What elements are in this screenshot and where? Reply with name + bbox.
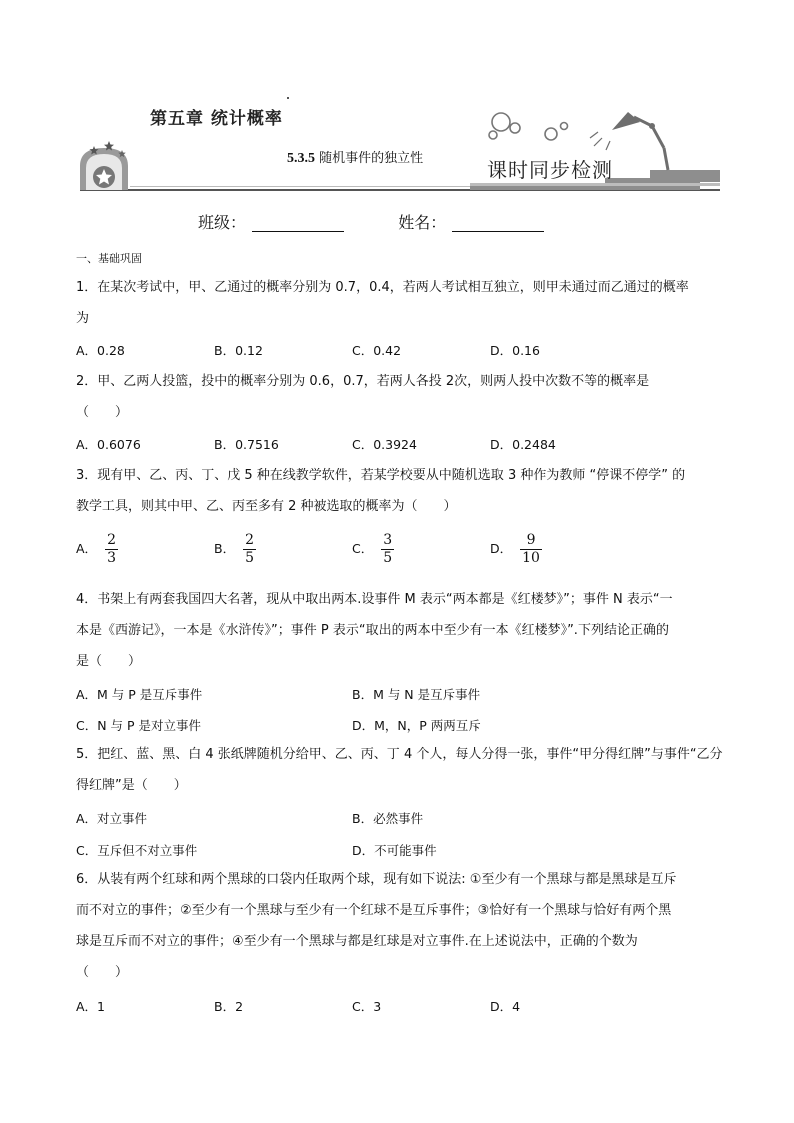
question-text: 1．在某次考试中，甲、乙通过的概率分别为 0.7，0.4，若两人考试相互独立，则甲未通过而乙通过的概率 bbox=[76, 280, 689, 295]
bubbles-icon bbox=[489, 113, 568, 140]
student-info-fields bbox=[198, 210, 544, 233]
option-label: B． bbox=[214, 541, 236, 556]
option-a[interactable] bbox=[76, 532, 118, 567]
option-label: C． bbox=[352, 541, 374, 556]
option-b[interactable]: B．2 bbox=[214, 999, 244, 1014]
option-c[interactable]: C．3 bbox=[352, 999, 382, 1014]
option-a[interactable]: A．0.6076 bbox=[76, 437, 141, 452]
class-label: 班级： bbox=[198, 213, 247, 232]
option-c[interactable]: C．0.3924 bbox=[352, 437, 417, 452]
option-c[interactable] bbox=[352, 532, 394, 567]
question-text: 得红牌”是（ ） bbox=[76, 778, 187, 793]
option-d[interactable]: D．0.16 bbox=[490, 343, 540, 358]
section-name: 随机事件的独立性 bbox=[319, 151, 424, 166]
class-blank[interactable] bbox=[252, 215, 344, 232]
question-text: 本是《西游记》，一本是《水浒传》”；事件 P 表示“取出的两本中至少有一本《红楼梦》”.下列结论正确的 bbox=[76, 623, 669, 638]
header-banner bbox=[0, 0, 794, 210]
question-text: （ ） bbox=[76, 405, 129, 420]
option-b[interactable]: B．M 与 N 是互斥事件 bbox=[352, 687, 481, 702]
option-a[interactable]: A．1 bbox=[76, 999, 106, 1014]
option-b[interactable]: B．0.12 bbox=[214, 343, 263, 358]
question-4 bbox=[76, 584, 726, 677]
option-a[interactable]: A．对立事件 bbox=[76, 811, 148, 826]
chapter-title: 第五章 统计概率 bbox=[150, 109, 283, 129]
option-c[interactable]: C．N 与 P 是对立事件 bbox=[76, 718, 202, 733]
fraction: $\frac{2}{5}$ bbox=[245, 532, 254, 566]
option-a[interactable]: A．M 与 P 是互斥事件 bbox=[76, 687, 203, 702]
option-d[interactable]: D．0.2484 bbox=[490, 437, 556, 452]
fraction: $\frac{3}{5}$ bbox=[383, 532, 393, 566]
fraction: $\frac{9}{10}$ bbox=[522, 532, 540, 566]
option-d[interactable]: D．不可能事件 bbox=[352, 843, 437, 858]
section-heading: 一、基础巩固 bbox=[76, 252, 142, 265]
name-label: 姓名： bbox=[398, 213, 447, 232]
banner-title: 课时同步检测 bbox=[487, 158, 613, 182]
question-text: 球是互斥而不对立的事件；④至少有一个黑球与都是红球是对立事件.在上述说法中，正确的个数为 bbox=[76, 934, 638, 949]
question-5 bbox=[76, 739, 726, 801]
option-c[interactable]: C．0.42 bbox=[352, 343, 402, 358]
option-d[interactable]: D．4 bbox=[490, 999, 521, 1014]
section-number: 5.3.5 bbox=[287, 151, 315, 166]
option-d[interactable]: D．M，N，P 两两互斥 bbox=[352, 718, 481, 733]
option-b[interactable]: B．0.7516 bbox=[214, 437, 279, 452]
name-blank[interactable] bbox=[452, 215, 544, 232]
question-3 bbox=[76, 460, 726, 522]
option-b[interactable] bbox=[214, 532, 256, 567]
question-2 bbox=[76, 366, 726, 428]
option-label: A． bbox=[76, 541, 98, 556]
question-text: 是（ ） bbox=[76, 654, 142, 669]
question-1 bbox=[76, 272, 726, 334]
star-badge-icon bbox=[80, 141, 128, 190]
question-text: 4．书架上有两套我国四大名著，现从中取出两本.设事件 M 表示“两本都是《红楼梦》”；事件 N 表示“一 bbox=[76, 592, 673, 607]
option-b[interactable]: B．必然事件 bbox=[352, 811, 424, 826]
option-c[interactable]: C．互斥但不对立事件 bbox=[76, 843, 198, 858]
question-6 bbox=[76, 864, 726, 988]
question-text: （ ） bbox=[76, 965, 129, 980]
question-text: 3．现有甲、乙、丙、丁、戊 5 种在线教学软件，若某学校要从中随机选取 3 种作为教师 “停课不停学” 的 bbox=[76, 468, 686, 483]
option-label: D． bbox=[490, 541, 513, 556]
section-title bbox=[287, 147, 423, 167]
question-text: 教学工具，则其中甲、乙、丙至多有 2 种被选取的概率为（ ） bbox=[76, 499, 457, 514]
option-d[interactable] bbox=[490, 532, 542, 567]
question-text: 5．把红、蓝、黑、白 4 张纸牌随机分给甲、乙、丙、丁 4 个人，每人分得一张，事件“甲分得红牌”与事件“乙分 bbox=[76, 747, 723, 762]
option-a[interactable]: A．0.28 bbox=[76, 343, 125, 358]
question-text: 2．甲、乙两人投篮，投中的概率分别为 0.6，0.7，若两人各投 2次，则两人投中次数不等的概率是 bbox=[76, 374, 650, 389]
question-text: 6．从装有两个红球和两个黑球的口袋内任取两个球，现有如下说法: ①至少有一个黑球与都是黑球是互斥 bbox=[76, 872, 677, 887]
question-text: 为 bbox=[76, 311, 90, 326]
fraction: $\frac{2}{3}$ bbox=[107, 532, 116, 566]
question-text: 而不对立的事件；②至少有一个黑球与至少有一个红球不是互斥事件；③恰好有一个黑球与恰好有两个黑 bbox=[76, 903, 672, 918]
